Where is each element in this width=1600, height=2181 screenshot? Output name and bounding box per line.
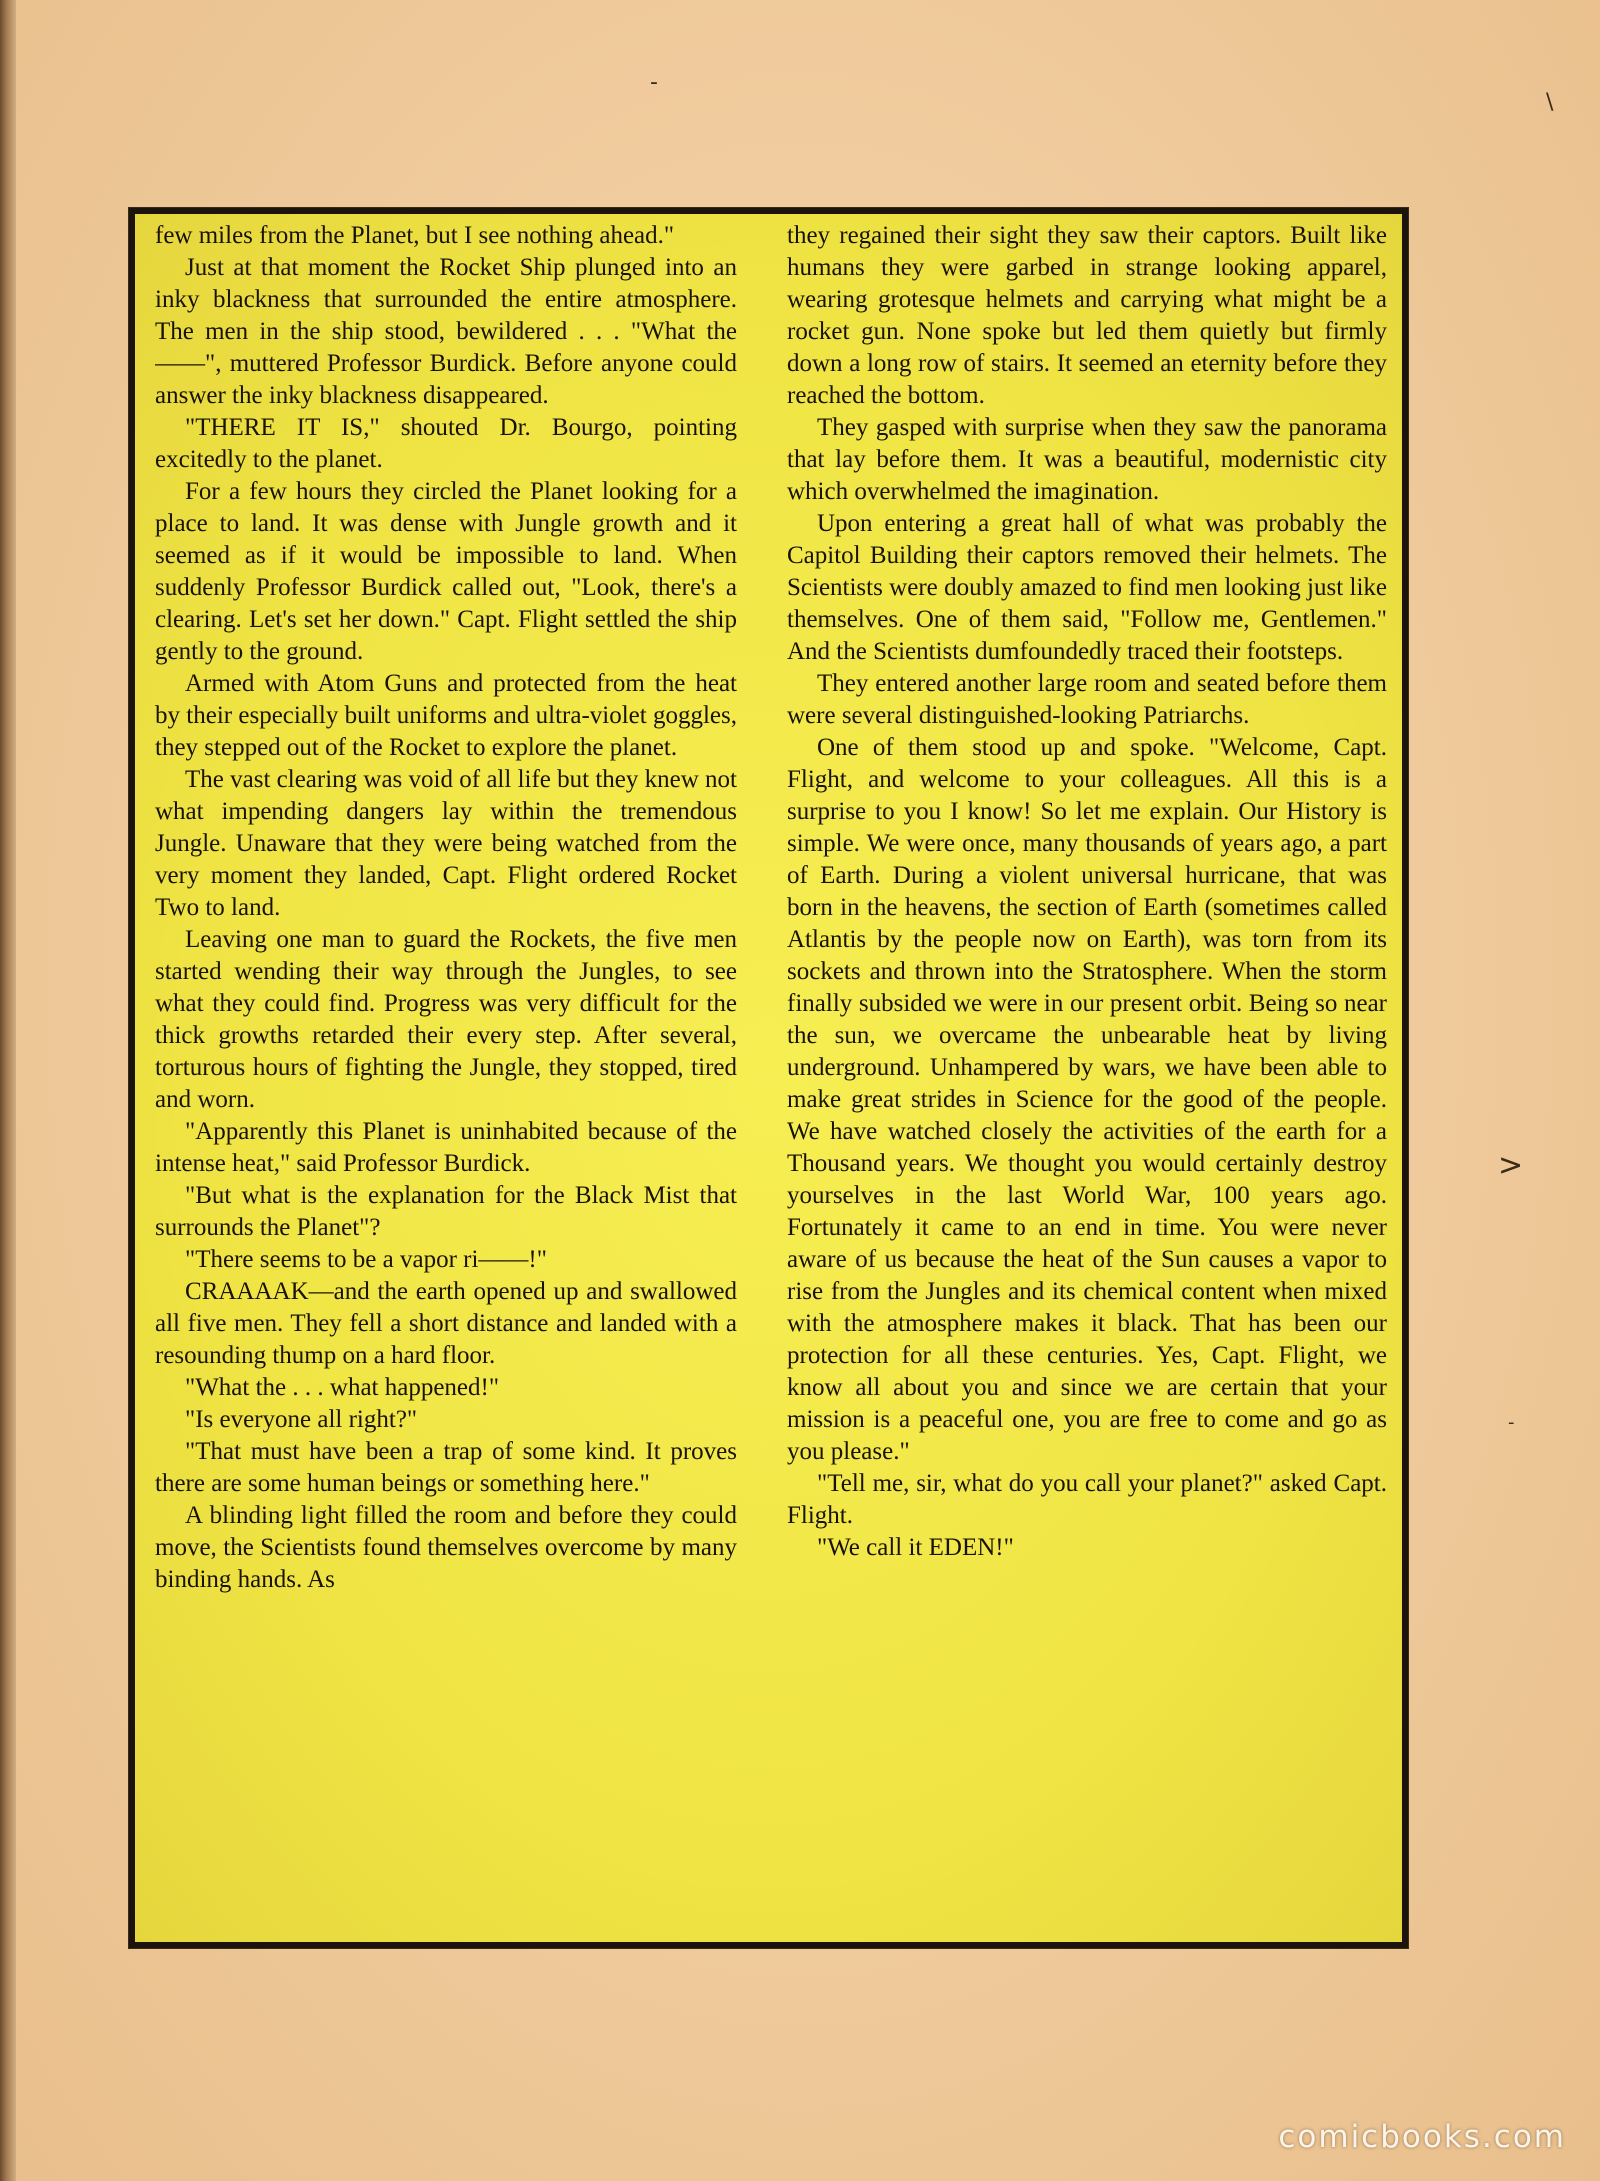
- story-text-panel: [129, 208, 1408, 1948]
- paragraph: Armed with Atom Guns and protected from the heat by their especially built uniforms and ultra-violet goggles, they stepped out of the Rocket to explore the planet.: [155, 670, 737, 761]
- paragraph: "But what is the explanation for the Black Mist that surrounds the Planet"?: [155, 1182, 737, 1241]
- paragraph: few miles from the Planet, but I see nothing ahead.": [155, 222, 675, 249]
- paragraph: "Is everyone all right?": [185, 1406, 418, 1433]
- site-watermark: comicbooks.com: [1278, 2119, 1566, 2155]
- paragraph: For a few hours they circled the Planet looking for a place to land. It was dense with Jungle growth and it seemed as if it would be impossible to land. When suddenly Professor Burdick called out, "Look, there's a clearing. Let's set her down." Capt. Flight settled the ship gently to the ground.: [155, 478, 737, 665]
- paragraph: The vast clearing was void of all life but they knew not what impending dangers lay within the tremendous Jungle. Unaware that they were being watched from the very moment they landed, Capt. Flight ordered Rocket Two to land.: [155, 766, 737, 921]
- margin-mark: >: [1498, 1148, 1524, 1183]
- paragraph: They entered another large room and seated before them were several distinguished-looking Patriarchs.: [787, 670, 1387, 729]
- margin-mark: -: [650, 70, 658, 95]
- right-text-column: [787, 220, 1387, 1928]
- paragraph: One of them stood up and spoke. "Welcome, Capt. Flight, and welcome to your colleagues. All this is a surprise to you I know! So let me explain. Our History is simple. We were once, many thousands of years ago, a part of Earth. During a violent universal hurricane, that was born in the heavens, the section of Earth (sometimes called Atlantis by the people now on Earth), was torn from its sockets and thrown into the Stratosphere. When the storm finally subsided we were in our present orbit. Being so near the sun, we overcame the unbearable heat by living underground. Unhampered by wars, we have been able to make great strides in Science for the good of the people. We have watched closely the activities of the earth for a Thousand years. We thought you would certainly destroy yourselves in the last World War, 100 years ago. Fortunately it came to an end in time. You were never aware of us because the heat of the Sun causes a vapor to rise from the Jungles and its chemical content when mixed with the atmosphere makes it black. That has been our protection for all these centuries. Yes, Capt. Flight, we know all about you and since we are certain that your mission is a peaceful one, you are free to come and go as you please.": [787, 734, 1387, 1465]
- paragraph: "What the . . . what happened!": [185, 1374, 500, 1401]
- margin-mark: \: [1546, 90, 1554, 115]
- paragraph: "That must have been a trap of some kind. It proves there are some human beings or something here.": [155, 1438, 737, 1497]
- paragraph: Just at that moment the Rocket Ship plunged into an inky blackness that surrounded the entire atmosphere. The men in the ship stood, bewildered . . . "What the——", muttered Professor Burdick. Before anyone could answer the inky blackness disappeared.: [155, 254, 737, 409]
- paragraph: they regained their sight they saw their captors. Built like humans they were garbed in strange looking apparel, wearing grotesque helmets and carrying what might be a rocket gun. None spoke but led them quietly but firmly down a long row of stairs. It seemed an eternity before they reached the bottom.: [787, 222, 1387, 409]
- paragraph: They gasped with surprise when they saw the panorama that lay before them. It was a beautiful, modernistic city which overwhelmed the imagination.: [787, 414, 1387, 505]
- paragraph: Upon entering a great hall of what was probably the Capitol Building their captors removed their helmets. The Scientists were doubly amazed to find men looking just like themselves. One of them said, "Follow me, Gentlemen." And the Scientists dumfoundedly traced their footsteps.: [787, 510, 1387, 665]
- paragraph: "Apparently this Planet is uninhabited because of the intense heat," said Professor Burdick.: [155, 1118, 737, 1177]
- paragraph: A blinding light filled the room and before they could move, the Scientists found themselves overcome by many binding hands. As: [155, 1502, 737, 1593]
- paragraph: "There seems to be a vapor ri——!": [185, 1246, 547, 1273]
- paragraph: Leaving one man to guard the Rockets, the five men started wending their way through the Jungles, to see what they could find. Progress was very difficult for the thick growths retarded their every step. After several, torturous hours of fighting the Jungle, they stopped, tired and worn.: [155, 926, 737, 1113]
- left-text-column: [155, 220, 737, 1928]
- paragraph: "THERE IT IS," shouted Dr. Bourgo, pointing excitedly to the planet.: [155, 414, 737, 473]
- paragraph: "We call it EDEN!": [817, 1534, 1014, 1561]
- paragraph: CRAAAAK—and the earth opened up and swallowed all five men. They fell a short distance and landed with a resounding thump on a hard floor.: [155, 1278, 737, 1369]
- margin-mark: -: [1508, 1412, 1515, 1433]
- paragraph: "Tell me, sir, what do you call your planet?" asked Capt. Flight.: [787, 1470, 1387, 1529]
- page-binding-edge: [0, 0, 16, 2181]
